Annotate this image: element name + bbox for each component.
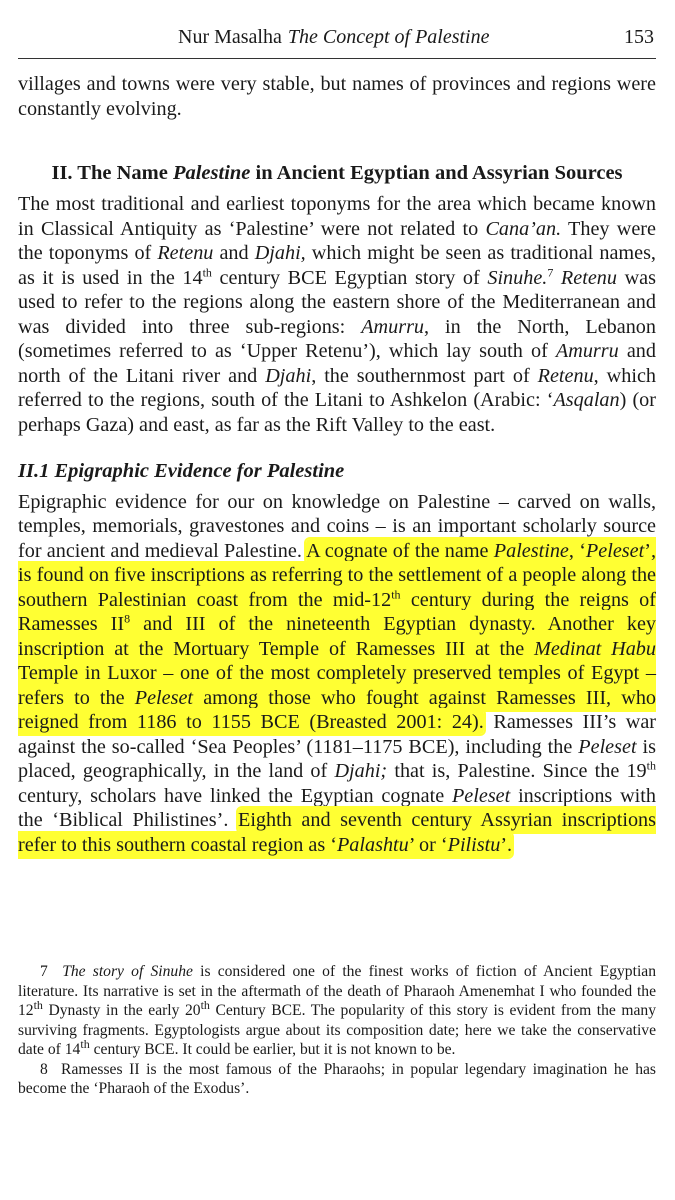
- footnotes: [18, 962, 656, 1099]
- header-book-title: The Concept of Palestine: [287, 26, 490, 48]
- page-number: 153: [624, 26, 654, 48]
- paragraph-toponyms: The most traditional and earliest toponyms for the area which became known in Classical Antiquity as ‘Palestine’ were not related to Cana’an. They were the toponyms of Retenu and Djahi, which might be seen as traditional names, as it is used in the 14th century BCE Egyptian story of Sinuhe.$^7$ Retenu was used to refer to the regions along the eastern shore of the Mediterranean and was divided into three sub-regions: Amurru, in the North, Lebanon (sometimes referred to as ‘Upper Retenu’), which lay south of Amurru and north of the Litani river and Djahi, the southernmost part of Retenu, which referred to the regions, south of the Litani to Ashkelon (Arabic: ‘Asqalan) (or perhaps Gaza) and east, as far as the Rift Valley to the east.: [18, 193, 656, 436]
- header-rule: [18, 58, 656, 59]
- footnote-8: 8 Ramesses II is the most famous of the Pharaohs; in popular legendary imagination he has become the ‘Pharaoh of the Exodus’.: [18, 1060, 656, 1097]
- footnote-ref-8[interactable]: 8: [124, 611, 131, 626]
- highlight-peleset[interactable]: A cognate of the name Palestine, ‘Peleset’, is found on five inscriptions as referring to the settlement of a people along the southern Palestinian coast from the mid-12th century during the reigns of Ramesses $II^8$ and III of the nineteenth Egyptian dynasty. Another key inscription at the Mortuary Temple of Ramesses III at the Medinat Habu Temple in Luxor – one of the most completely preserved temples of Egypt – refers to the Peleset among those who fought against Ramesses III, who reigned from 1186 to 1155 BCE (Breasted 2001: 24).: [18, 539, 657, 733]
- body-text: [18, 72, 656, 857]
- footnote-7: 7 The story of Sinuhe is considered one of the finest works of fiction of Ancient Egyptian literature. Its narrative is set in the aftermath of the death of Pharaoh Amenemhat I who founded the 12th Dynasty in the early 20th Century BCE. The popularity of this story is evident from the many surviving fragments. Egyptologists argue about its composition date; here we take the conservative date of 14th century BCE. It could be earlier, but it is not known to be.: [18, 963, 656, 1058]
- highlight-assyrian[interactable]: Eighth and seventh century Assyrian inscriptions refer to this southern coastal region as ‘Palashtu’ or ‘Pilistu’.: [18, 809, 656, 856]
- section-heading: II. The Name Palestine in Ancient Egyptian and Assyrian Sources: [51, 162, 623, 184]
- intro-paragraph: villages and towns were very stable, but names of provinces and regions were constantly evolving.: [18, 73, 656, 120]
- subsection-heading: II.1 Epigraphic Evidence for Palestine: [18, 460, 345, 482]
- running-header: [18, 26, 656, 52]
- paragraph-epigraphic: Epigraphic evidence for our on knowledge on Palestine – carved on walls, temples, memorials, gravestones and coins – is an important scholarly source for ancient and medieval Palestine. A cognate of the name Palestine, ‘Peleset’, is found on five inscriptions as referring to the settlement of a people along the southern Palestinian coast from the mid-12th century during the reigns of Ramesses $II^8$ and III of the nineteenth Egyptian dynasty. Another key inscription at the Mortuary Temple of Ramesses III at the Medinat Habu Temple in Luxor – one of the most completely preserved temples of Egypt – refers to the Peleset among those who fought against Ramesses III, who reigned from 1186 to 1155 BCE (Breasted 2001: 24). Ramesses III’s war against the so-called ‘Sea Peoples’ (1181–1175 BCE), including the Peleset is placed, geographically, in the land of Djahi; that is, Palestine. Since the 19th century, scholars have linked the Egyptian cognate Peleset inscriptions with the ‘Biblical Philistines’. Eighth and seventh century Assyrian inscriptions refer to this southern coastal region as ‘Palashtu’ or ‘Pilistu’.: [18, 490, 657, 856]
- header-author: Nur Masalha The Concept of Palestine: [178, 26, 490, 48]
- footnote-ref-7[interactable]: 7: [547, 264, 554, 279]
